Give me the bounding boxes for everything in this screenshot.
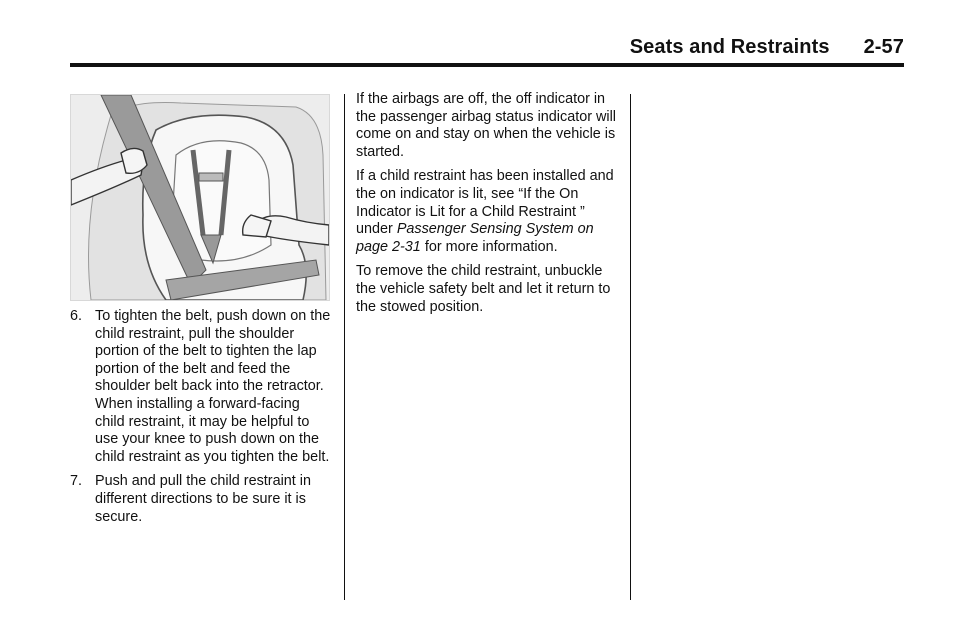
column-divider-2: [630, 94, 631, 600]
on-indicator-paragraph: [356, 168, 622, 256]
step-7: [70, 473, 332, 526]
paragraph-text: If a child restraint has been installed and the on indicator is lit, see “If the On Indicator is Lit for a Child Restraint ” under: [356, 168, 614, 238]
paragraph-text: for more information.: [420, 238, 558, 255]
child-seat-illustration: [70, 94, 330, 301]
remove-restraint-paragraph: To remove the child restraint, unbuckle the vehicle safety belt and let it return to the stowed position.: [356, 263, 611, 315]
step-number: 7.: [70, 473, 83, 490]
column-1: [70, 308, 332, 533]
child-seat-drawing: [71, 95, 329, 300]
step-text: Push and pull the child restraint in different directions to be sure it is secure.: [95, 473, 311, 525]
cross-reference-link[interactable]: Passenger Sensing System on page 2-31: [356, 221, 594, 255]
section-title: Seats and Restraints: [629, 36, 830, 58]
page-header: [630, 36, 904, 59]
step-text: To tighten the belt, push down on the child restraint, pull the shoulder portion of the belt to tighten the lap portion of the belt and feed the shoulder belt back into the retractor. When installing a forward-facing child restraint, it may be helpful to use your knee to push down on the child restraint as you tighten the belt.: [95, 308, 331, 465]
step-number: 6.: [70, 308, 83, 324]
page-number: 2-57: [863, 36, 904, 58]
column-2: [356, 91, 622, 323]
step-6: [70, 308, 332, 466]
header-rule: [70, 63, 904, 67]
column-divider-1: [344, 94, 345, 600]
airbag-off-paragraph: If the airbags are off, the off indicator in the passenger airbag status indicator will come on and stay on when the vehicle is started.: [356, 91, 616, 160]
